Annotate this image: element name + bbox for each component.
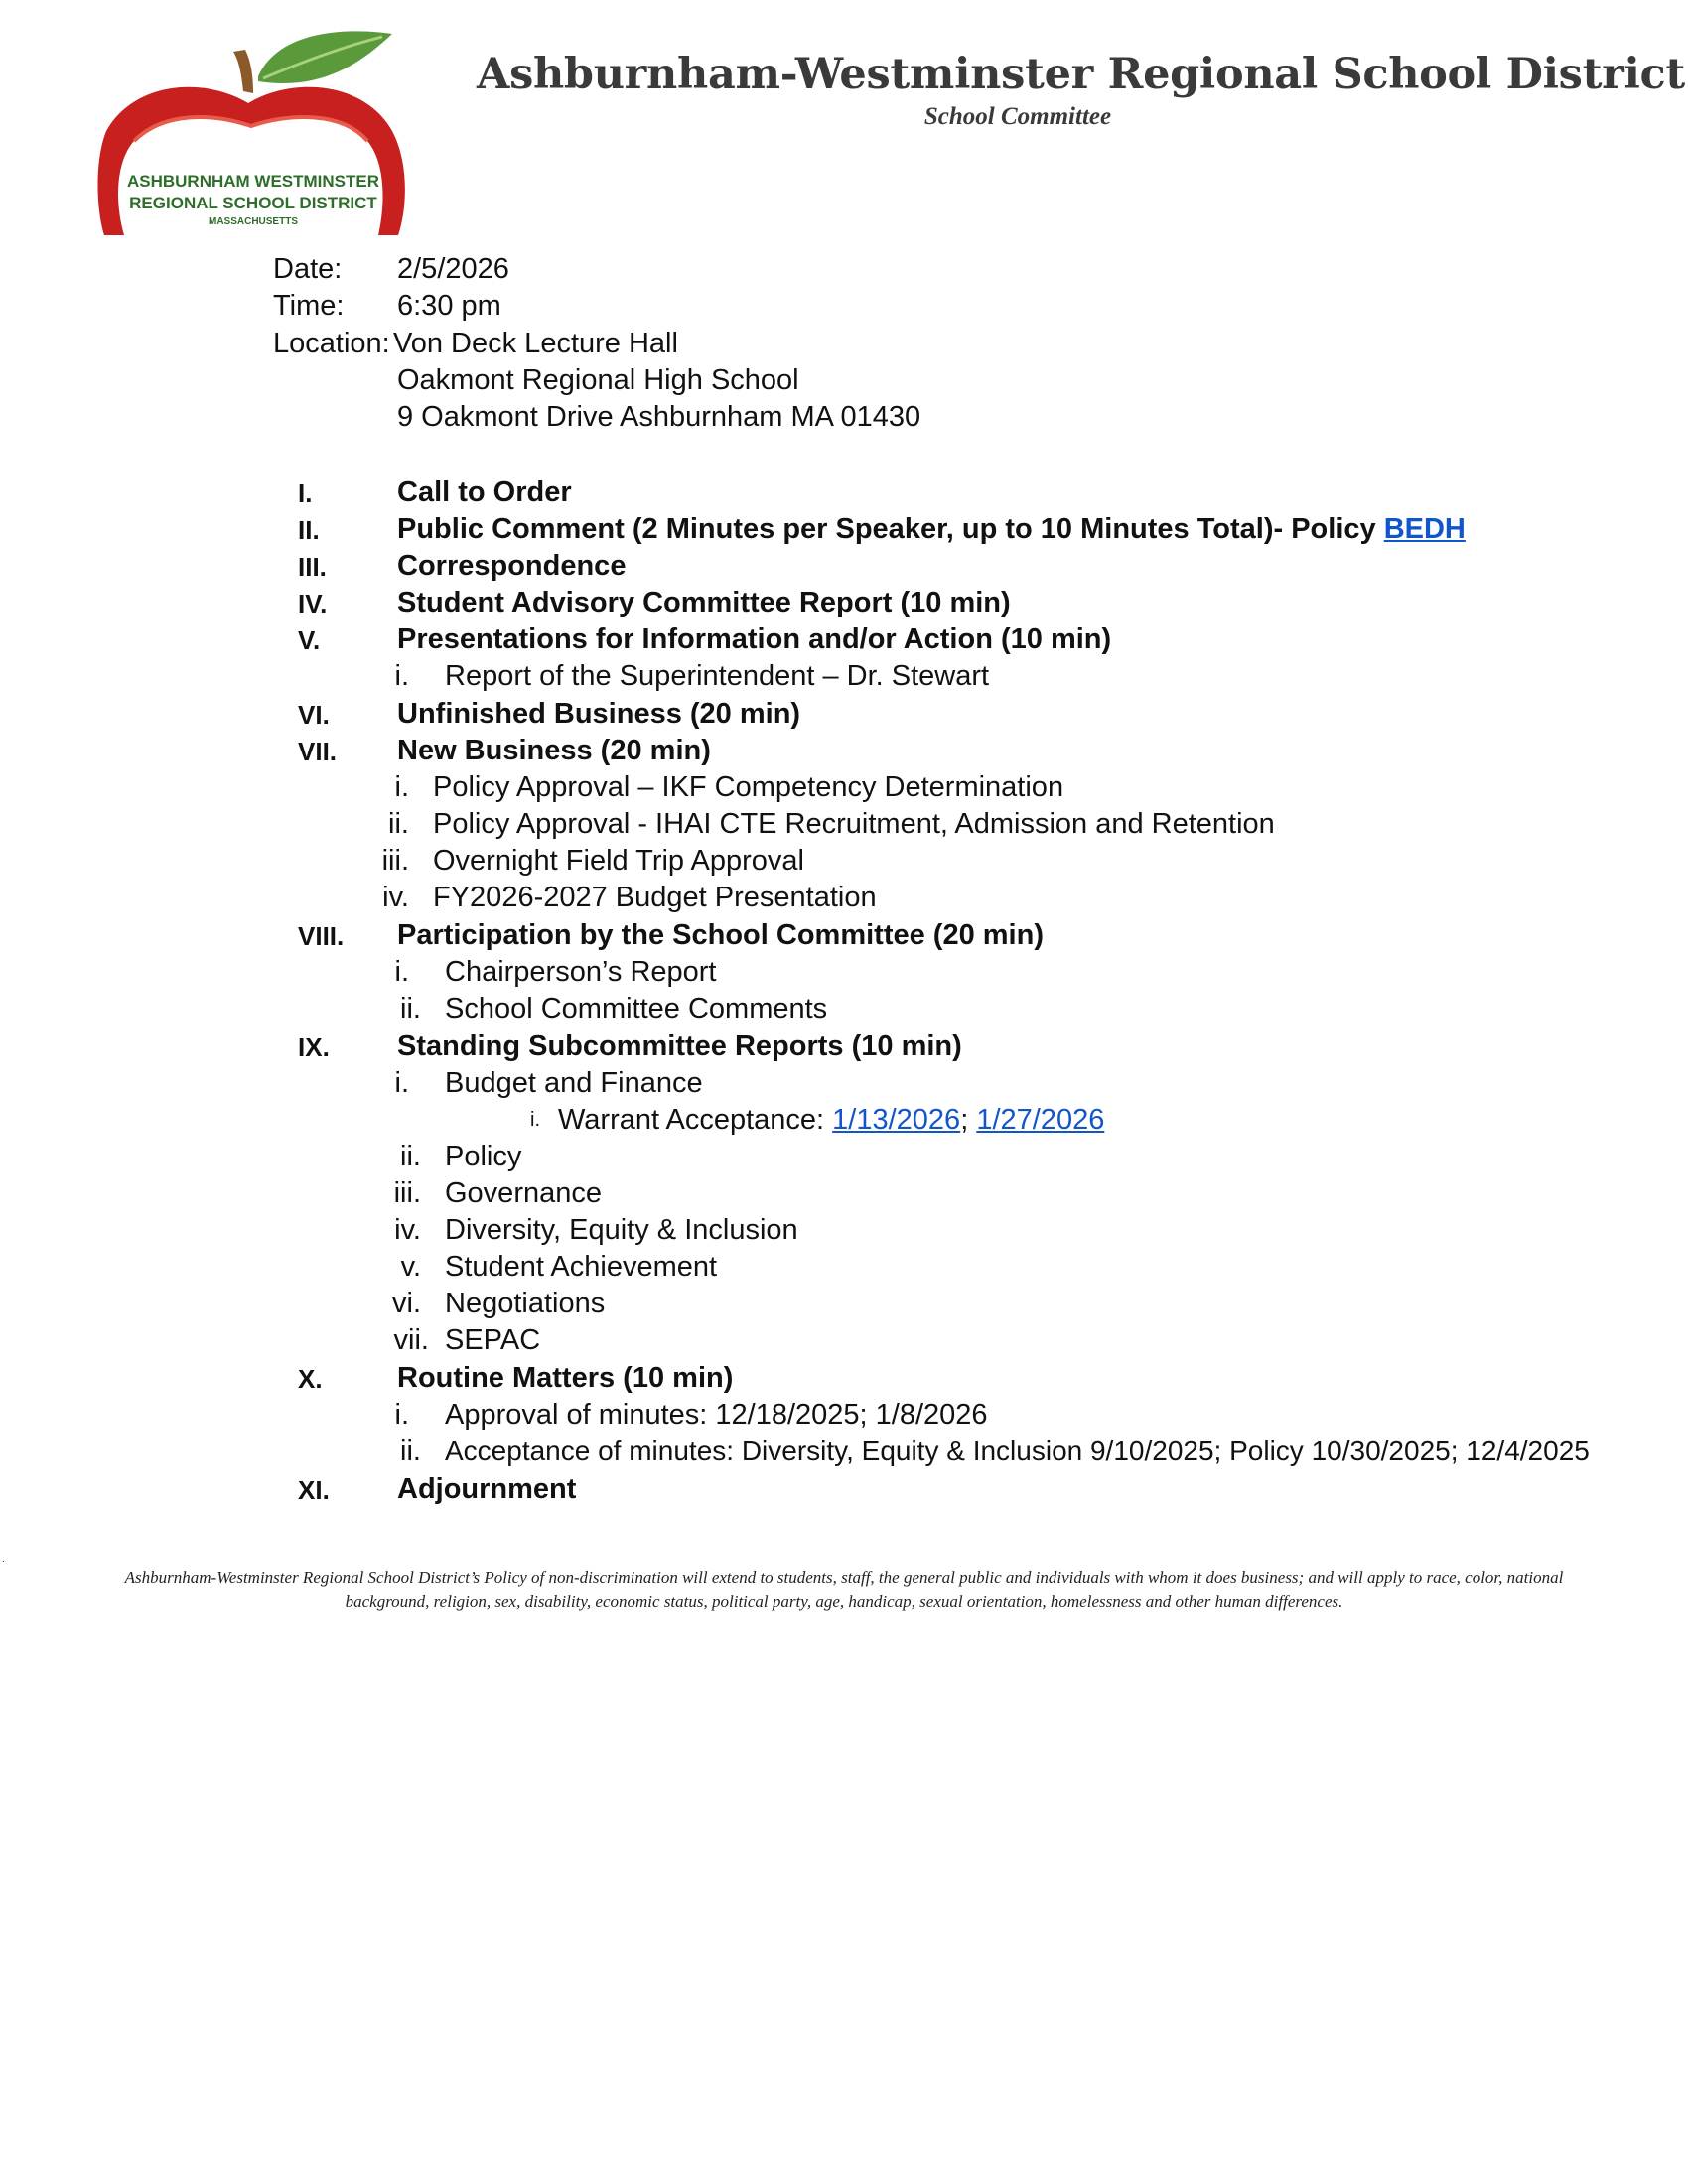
agenda-num-10: X. [298,1364,323,1394]
agenda-item-adjournment: Adjournment [397,1473,577,1505]
agenda-item-unfinished-business: Unfinished Business (20 min) [397,698,801,730]
logo-line-2: REGIONAL SCHOOL DISTRICT [129,194,377,212]
logo-line-1: ASHBURNHAM WESTMINSTER [126,172,380,191]
date-value: 2/5/2026 [397,253,509,285]
warrant-label: Warrant Acceptance: [558,1104,833,1136]
agenda-item-presentations: Presentations for Information and/or Action (10 min) [397,623,1112,655]
agenda-num-5: V. [298,625,321,655]
sub-item-budget-finance: Budget and Finance [445,1067,703,1099]
logo-line-3: MASSACHUSETTS [208,216,299,227]
agenda-item-participation: Participation by the School Committee (20 min) [397,919,1044,951]
sub-num: ii. [400,1435,421,1467]
agenda-num-6: VI. [298,700,330,730]
sub-num: iv. [394,1214,421,1246]
warrant-link-1[interactable]: 1/13/2026 [832,1104,961,1136]
sub-item-ihai-policy: Policy Approval - IHAI CTE Recruitment, Admission and Retention [433,808,1275,840]
sub-num: i. [394,956,409,988]
location-line-3: 9 Oakmont Drive Ashburnham MA 01430 [397,401,921,433]
agenda-num-2: II. [298,515,320,545]
district-logo [94,22,412,235]
agenda-num-1: I. [298,478,313,508]
sub-sub-num: i. [530,1109,540,1131]
sub-item-field-trip: Overnight Field Trip Approval [433,845,804,877]
warrant-acceptance [558,1104,1104,1137]
agenda-item-new-business: New Business (20 min) [397,735,711,766]
sub-num: iii. [381,845,409,877]
sub-num: iv. [382,882,409,913]
district-title: Ashburnham-Westminster Regional School District [477,50,1685,99]
sub-item-negotiations: Negotiations [445,1288,606,1319]
location-label: Location: [273,328,390,359]
non-discrimination-footer [0,1567,1688,1614]
footer-line-2: background, religion, sex, disability, economic status, political party, age, handicap, sexual orientation, homelessness and other human differences. [345,1592,1343,1611]
sub-num: ii. [400,993,421,1024]
sub-num: ii. [400,1141,421,1172]
policy-bedh-link[interactable]: BEDH [1383,513,1466,545]
sub-item-policy: Policy [445,1141,522,1172]
sub-num: ii. [388,808,409,840]
sub-item-superintendent-report: Report of the Superintendent – Dr. Stewart [445,660,990,692]
agenda-item-public-comment [397,513,1466,546]
location-line-2: Oakmont Regional High School [397,364,799,396]
warrant-link-2[interactable]: 1/27/2026 [976,1104,1105,1136]
date-label: Date: [273,253,343,285]
agenda-num-9: IX. [298,1032,330,1062]
sub-num: i. [394,1067,409,1099]
sub-item-dei: Diversity, Equity & Inclusion [445,1214,798,1246]
warrant-separator: ; [960,1104,977,1136]
sub-num: i. [394,660,409,692]
sub-item-sepac: SEPAC [445,1324,541,1356]
sub-item-chairperson-report: Chairperson’s Report [445,956,717,988]
sub-item-student-achievement: Student Achievement [445,1251,718,1283]
location-line-1: Von Deck Lecture Hall [393,328,678,359]
agenda-num-4: IV. [298,589,328,618]
sub-num: iii. [393,1177,421,1209]
agenda-item-subcommittee-reports: Standing Subcommittee Reports (10 min) [397,1030,962,1062]
agenda-num-7: VII. [298,737,338,766]
public-comment-text: Public Comment (2 Minutes per Speaker, up to 10 Minutes Total)- Policy [397,513,1384,545]
sub-num: vii. [393,1324,429,1356]
sub-item-ikf-policy: Policy Approval – IKF Competency Determination [433,771,1064,803]
sub-num: i. [394,771,409,803]
sub-item-governance: Governance [445,1177,602,1209]
agenda-num-8: VIII. [298,921,345,951]
footer-line-1: Ashburnham-Westminster Regional School District’s Policy of non-discrimination will extend to students, staff, the general public and individuals with whom it does business; and will apply to race, color, national [124,1569,1564,1587]
time-label: Time: [273,290,345,322]
sub-item-budget-presentation: FY2026-2027 Budget Presentation [433,882,877,913]
agenda-item-call-to-order: Call to Order [397,477,572,508]
sub-item-approval-minutes: Approval of minutes: 12/18/2025; 1/8/2026 [445,1399,988,1431]
agenda-item-student-advisory: Student Advisory Committee Report (10 min) [397,587,1011,618]
agenda-item-routine-matters: Routine Matters (10 min) [397,1362,734,1394]
sub-item-acceptance-minutes: Acceptance of minutes: Diversity, Equity & Inclusion 9/10/2025; Policy 10/30/2025; 12/4/2025 [445,1435,1590,1466]
sub-num: vi. [392,1288,421,1319]
sub-num: v. [400,1251,421,1283]
sub-num: i. [394,1399,409,1431]
footer-mark: . [2,1554,5,1565]
agenda-num-3: III. [298,552,327,582]
agenda-item-correspondence: Correspondence [397,550,627,582]
time-value: 6:30 pm [397,290,501,322]
sub-item-committee-comments: School Committee Comments [445,993,828,1024]
agenda-num-11: XI. [298,1475,330,1505]
committee-subtitle: School Committee [923,103,1112,130]
